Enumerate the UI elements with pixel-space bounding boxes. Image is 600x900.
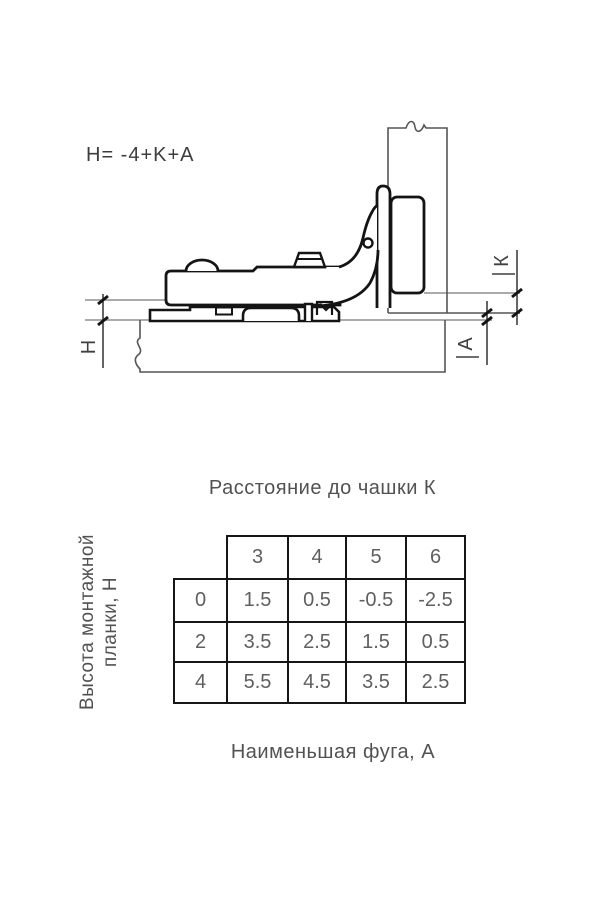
mounting-plate-notch — [216, 308, 232, 315]
hinge-cup — [391, 197, 424, 293]
table-cell: 3.5 — [346, 662, 406, 703]
dim-k-label: К — [491, 255, 513, 267]
table-cell: 0.5 — [288, 579, 346, 622]
dimension-h — [78, 294, 108, 368]
row-header: 2 — [174, 622, 227, 662]
table-cell: 2.5 — [288, 622, 346, 662]
screw-dome — [186, 260, 218, 271]
dim-h-label: Н — [78, 339, 100, 355]
table-col-value-axis-label: Наименьшая фуга, А — [230, 741, 436, 763]
table-header-row — [174, 536, 465, 579]
table-cell: 0.5 — [406, 622, 465, 662]
hinge-arm — [166, 267, 340, 305]
hinge — [150, 186, 424, 321]
table-title-col-axis: Расстояние до чашки К — [208, 477, 437, 499]
data-table — [173, 535, 466, 704]
mounting-plate-bar — [305, 304, 312, 321]
table-cell: -2.5 — [406, 579, 465, 622]
table-cell: 3.5 — [227, 622, 288, 662]
row-header: 4 — [174, 662, 227, 703]
cabinet-panel — [135, 320, 445, 372]
table-corner-blank — [174, 536, 227, 579]
table-row — [174, 662, 465, 703]
row-header: 0 — [174, 579, 227, 622]
col-header: 4 — [288, 536, 346, 579]
table-cell: 5.5 — [227, 662, 288, 703]
table-cell: -0.5 — [346, 579, 406, 622]
table-cell: 1.5 — [227, 579, 288, 622]
col-header: 3 — [227, 536, 288, 579]
col-header: 6 — [406, 536, 465, 579]
col-header: 5 — [346, 536, 406, 579]
hinge-flange — [377, 186, 390, 308]
table-cell: 1.5 — [346, 622, 406, 662]
dimension-a — [455, 301, 492, 365]
table-row — [174, 622, 465, 662]
mounting-plate-arch — [243, 308, 299, 321]
dim-a-label: А — [455, 337, 477, 351]
cabinet-panel-outline — [135, 320, 445, 372]
table-cell: 4.5 — [288, 662, 346, 703]
formula-text: H= -4+K+A — [86, 144, 195, 166]
table-cell: 2.5 — [406, 662, 465, 703]
pivot-pin — [364, 239, 373, 248]
row-axis-label-line2: планки, Н — [100, 576, 121, 668]
table-row — [174, 579, 465, 622]
row-axis-label-line1: Высота монтажной — [77, 533, 98, 711]
table-row-axis-label — [76, 501, 122, 743]
